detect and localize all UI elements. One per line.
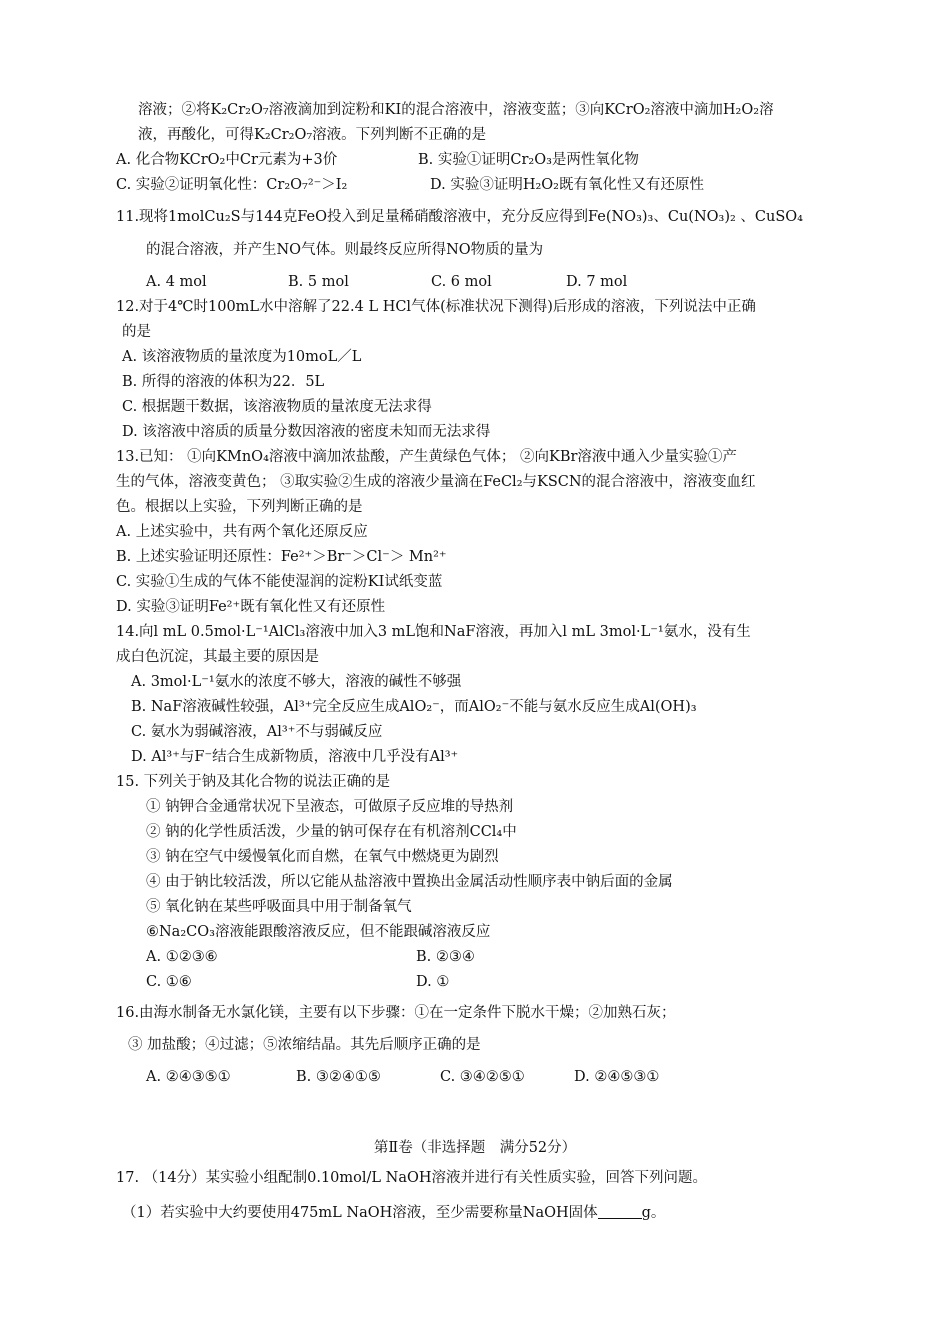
q10-option-c: C. 实验②证明氧化性：Cr₂O₇²⁻＞I₂ — [116, 177, 348, 193]
q10-line-1: 溶液；②将K₂Cr₂O₇溶液滴加到淀粉和KI的混合溶液中，溶液变蓝；③向KCrO₂溶液中滴加H₂O₂溶 — [138, 102, 774, 118]
q11-line-1: 11.现将1molCu₂S与144克FeO投入到足量稀硝酸溶液中，充分反应得到Fe(NO₃)₃、Cu(NO₃)₂ 、CuSO₄ — [116, 209, 803, 225]
answer-blank[interactable] — [598, 1204, 642, 1219]
q17-line-1: 17. （14分）某实验小组配制0.10mol/L NaOH溶液并进行有关性质实验，回答下列问题。 — [116, 1170, 708, 1186]
q13-line-2: 生的气体，溶液变黄色； ③取实验②生成的溶液少量滴在FeCl₂与KSCN的混合溶液中，溶液变血红 — [116, 474, 756, 490]
q15-statement-3: ③ 钠在空气中缓慢氧化而自燃，在氧气中燃烧更为剧烈 — [146, 849, 499, 865]
q16-option-d: D. ②④⑤③① — [574, 1069, 660, 1085]
q17-part-1-unit: g。 — [641, 1205, 666, 1221]
q10-option-a: A. 化合物KCrO₂中Cr元素为+3价 — [116, 152, 338, 168]
q15-statement-2: ② 钠的化学性质活泼，少量的钠可保存在有机溶剂CCl₄中 — [146, 824, 517, 840]
q15-option-d: D. ① — [416, 974, 450, 990]
q16-line-2: ③ 加盐酸；④过滤；⑤浓缩结晶。其先后顺序正确的是 — [128, 1037, 481, 1053]
q15-option-a: A. ①②③⑥ — [146, 949, 218, 965]
q16-option-a: A. ②④③⑤① — [146, 1069, 231, 1085]
q15-statement-5: ⑤ 氧化钠在某些呼吸面具中用于制备氧气 — [146, 899, 412, 915]
q16-option-c: C. ③④②⑤① — [440, 1069, 525, 1085]
q14-option-b: B. NaF溶液碱性较强，Al³⁺完全反应生成AlO₂⁻，而AlO₂⁻不能与氨水反应生成Al(OH)₃ — [131, 699, 697, 715]
q14-option-c: C. 氨水为弱碱溶液，Al³⁺不与弱碱反应 — [131, 724, 383, 740]
q13-line-3: 色。根据以上实验，下列判断正确的是 — [116, 499, 363, 515]
q13-option-c: C. 实验①生成的气体不能使湿润的淀粉KI试纸变蓝 — [116, 574, 443, 590]
q15-line-1: 15. 下列关于钠及其化合物的说法正确的是 — [116, 774, 391, 790]
q11-option-b: B. 5 mol — [288, 274, 349, 290]
q12-option-d: D. 该溶液中溶质的质量分数因溶液的密度未知而无法求得 — [122, 424, 491, 440]
q15-statement-1: ① 钠钾合金通常状况下呈液态，可做原子反应堆的导热剂 — [146, 799, 514, 815]
q12-line-1: 12.对于4℃时100mL水中溶解了22.4 L HCl气体(标准状况下测得)后形成的溶液，下列说法中正确 — [116, 299, 756, 315]
q15-statement-6: ⑥Na₂CO₃溶液能跟酸溶液反应，但不能跟碱溶液反应 — [146, 924, 491, 940]
q11-option-d: D. 7 mol — [566, 274, 628, 290]
q16-option-b: B. ③②④①⑤ — [296, 1069, 381, 1085]
q17-part-1-text: （1）若实验中大约要使用475mL NaOH溶液，至少需要称量NaOH固体 — [122, 1205, 598, 1221]
q14-line-1: 14.向l mL 0.5mol·L⁻¹AlCl₃溶液中加入3 mL饱和NaF溶液，再加入l mL 3mol·L⁻¹氨水，没有生 — [116, 624, 751, 640]
q11-option-c: C. 6 mol — [431, 274, 492, 290]
q14-option-d: D. Al³⁺与F⁻结合生成新物质，溶液中几乎没有Al³⁺ — [131, 749, 459, 765]
q14-line-2: 成白色沉淀，其最主要的原因是 — [116, 649, 319, 665]
q12-option-b: B. 所得的溶液的体积为22．5L — [122, 374, 325, 390]
q13-option-b: B. 上述实验证明还原性：Fe²⁺＞Br⁻＞Cl⁻＞ Mn²⁺ — [116, 549, 447, 565]
q14-option-a: A. 3mol·L⁻¹氨水的浓度不够大，溶液的碱性不够强 — [131, 674, 462, 690]
q11-line-2: 的混合溶液，并产生NO气体。则最终反应所得NO物质的量为 — [146, 242, 544, 258]
q15-option-c: C. ①⑥ — [146, 974, 192, 990]
q13-option-d: D. 实验③证明Fe²⁺既有氧化性又有还原性 — [116, 599, 386, 615]
q17-part-1 — [122, 1203, 665, 1223]
q10-option-d: D. 实验③证明H₂O₂既有氧化性又有还原性 — [430, 177, 704, 193]
q11-option-a: A. 4 mol — [146, 274, 207, 290]
q16-line-1: 16.由海水制备无水氯化镁，主要有以下步骤：①在一定条件下脱水干燥；②加熟石灰； — [116, 1005, 676, 1021]
q12-option-a: A. 该溶液物质的量浓度为10moL／L — [122, 349, 362, 365]
q10-line-2: 液，再酸化，可得K₂Cr₂O₇溶液。下列判断不正确的是 — [138, 127, 487, 143]
q10-option-b: B. 实验①证明Cr₂O₃是两性氧化物 — [418, 152, 639, 168]
q15-statement-4: ④ 由于钠比较活泼，所以它能从盐溶液中置换出金属活动性顺序表中钠后面的金属 — [146, 874, 673, 890]
q12-line-2: 的是 — [122, 324, 151, 340]
q13-option-a: A. 上述实验中，共有两个氧化还原反应 — [116, 524, 368, 540]
section-2-heading: 第Ⅱ卷（非选择题 满分52分） — [373, 1140, 577, 1156]
q13-line-1: 13.已知： ①向KMnO₄溶液中滴加浓盐酸，产生黄绿色气体； ②向KBr溶液中通入少量实验①产 — [116, 449, 737, 465]
q12-option-c: C. 根据题干数据，该溶液物质的量浓度无法求得 — [122, 399, 432, 415]
q15-option-b: B. ②③④ — [416, 949, 475, 965]
